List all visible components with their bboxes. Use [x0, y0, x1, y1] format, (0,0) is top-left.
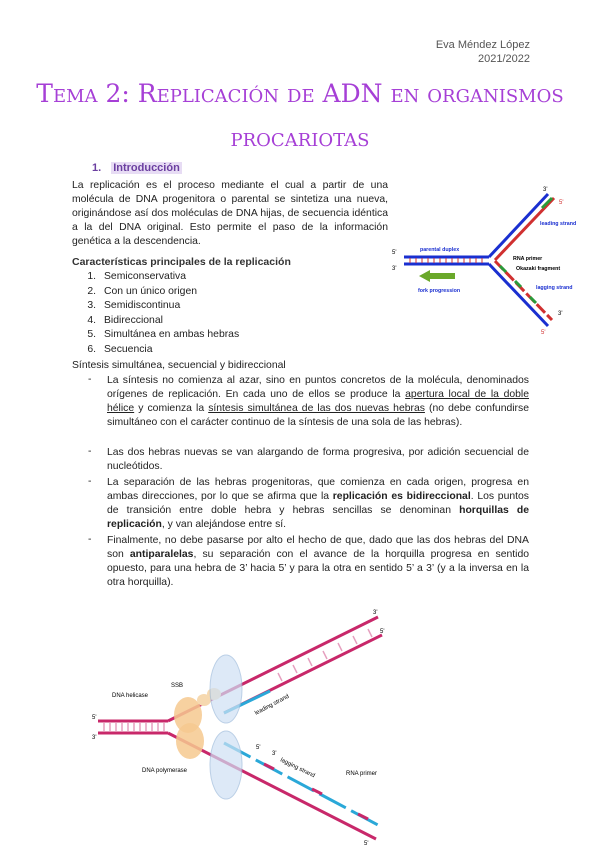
- label-okazaki-fragment: Okazaki fragment: [516, 266, 561, 272]
- label-lagging-strand: lagging strand: [279, 757, 316, 780]
- label-5prime-bottom: 5': [541, 330, 546, 336]
- label-parental-duplex: parental duplex: [420, 247, 460, 253]
- bullet-paragraph-3: La separación de las hebras progenitoras, que comienza en cada origen, progresa en ambas direcciones, por lo que se afirma que la replicación es bidireccional. Los puntos de transición entre doble hebra y hebras sencillas se denominan horquillas de replicación, y van alejándose entre sí.: [107, 477, 530, 530]
- label-5prime-lagging: 5': [256, 745, 261, 751]
- bullet-paragraph-2: Las dos hebras nuevas se van alargando de forma progresiva, por adición secuencial de nucleótidos.: [107, 447, 529, 472]
- label-leading-strand: leading strand: [540, 221, 577, 227]
- bullet-paragraph-1: La síntesis no comienza al azar, sino en puntos concretos de la molécula, denominados orígenes de replicación. En cada uno de ellos se produce la apertura local de la doble hélice y comienza la síntesis simultánea de las dos nuevas hebras (no debe confundirse simultáneo con el carácter continuo de la síntesis de una sola de las hebras).: [107, 375, 530, 428]
- bullet-mark: -: [88, 374, 92, 385]
- author: Eva Méndez López: [435, 39, 530, 51]
- characteristics-heading: Características principales de la replicación: [72, 256, 291, 268]
- characteristics-list: [72, 270, 239, 358]
- label-fork-progression: fork progression: [418, 288, 461, 294]
- bullet-mark: -: [88, 446, 92, 457]
- list-item: 3. Semidiscontinua: [87, 300, 181, 312]
- page-title-line2: procariotas: [230, 123, 370, 152]
- label-5prime-top: 5': [380, 629, 385, 635]
- intro-paragraph: La replicación es el proceso mediante el cual a partir de una molécula de DNA progenitora o parental se sintetiza una nueva, originándose así dos moléculas de DNA hijas, de secuencia idéntica a la del DNA original. Esto permite el paso de la información genética a la descendencia.: [72, 180, 388, 247]
- section-number: 1.: [92, 162, 102, 174]
- label-5prime-left: 5': [92, 715, 97, 721]
- label-5prime-left: 5': [392, 250, 397, 256]
- bullet-paragraph-4: Finalmente, no debe pasarse por alto el hecho de que, dado que las dos hebras del DNA son antiparalelas, su separación con el avance de la horquilla progresa en sentido opuesto, para una hebra de 3’ hacia 5’ y para la otra en sentido 5’ a 3’ (y a la inversa en la otra horquilla).: [107, 535, 530, 588]
- label-5prime-top: 5': [559, 200, 564, 206]
- replisome-diagram: [88, 605, 398, 848]
- synthesis-heading: Síntesis simultánea, secuencial y bidireccional: [72, 360, 286, 371]
- label-dna-polymerase: DNA polymerase: [142, 768, 188, 774]
- list-item: 5. Simultánea en ambas hebras: [87, 329, 240, 341]
- label-3prime-bottom: 3': [558, 311, 563, 317]
- label-3prime-left: 3': [392, 266, 397, 272]
- label-lagging-strand: lagging strand: [536, 285, 573, 291]
- academic-year: 2021/2022: [478, 53, 530, 65]
- section-title: Introducción: [113, 162, 180, 174]
- bullet-mark: -: [88, 476, 92, 487]
- label-5prime-bottom: 5': [364, 841, 369, 847]
- list-item: 2. Con un único origen: [87, 285, 198, 297]
- page-title-line1: Tema 2: Replicación de ADN en organismos: [36, 79, 564, 108]
- list-item: 1. Semiconservativa: [87, 271, 187, 282]
- label-rna-primer: RNA primer: [513, 256, 543, 262]
- label-3prime-left: 3': [92, 735, 97, 741]
- label-ssb: SSB: [171, 683, 184, 689]
- list-item: 4. Bidireccional: [87, 314, 163, 326]
- bullet-mark: -: [88, 534, 92, 545]
- label-3prime-top: 3': [373, 610, 378, 616]
- replication-fork-diagram: [392, 180, 590, 338]
- section-heading: [92, 162, 182, 174]
- label-dna-helicase: DNA helicase: [112, 693, 149, 699]
- label-rna-primer: RNA primer: [346, 771, 378, 777]
- label-3prime-lagging: 3': [272, 751, 277, 757]
- label-3prime-top: 3': [543, 187, 548, 193]
- label-leading-strand: leading strand: [254, 693, 291, 717]
- list-item: 6. Secuencia: [87, 343, 153, 355]
